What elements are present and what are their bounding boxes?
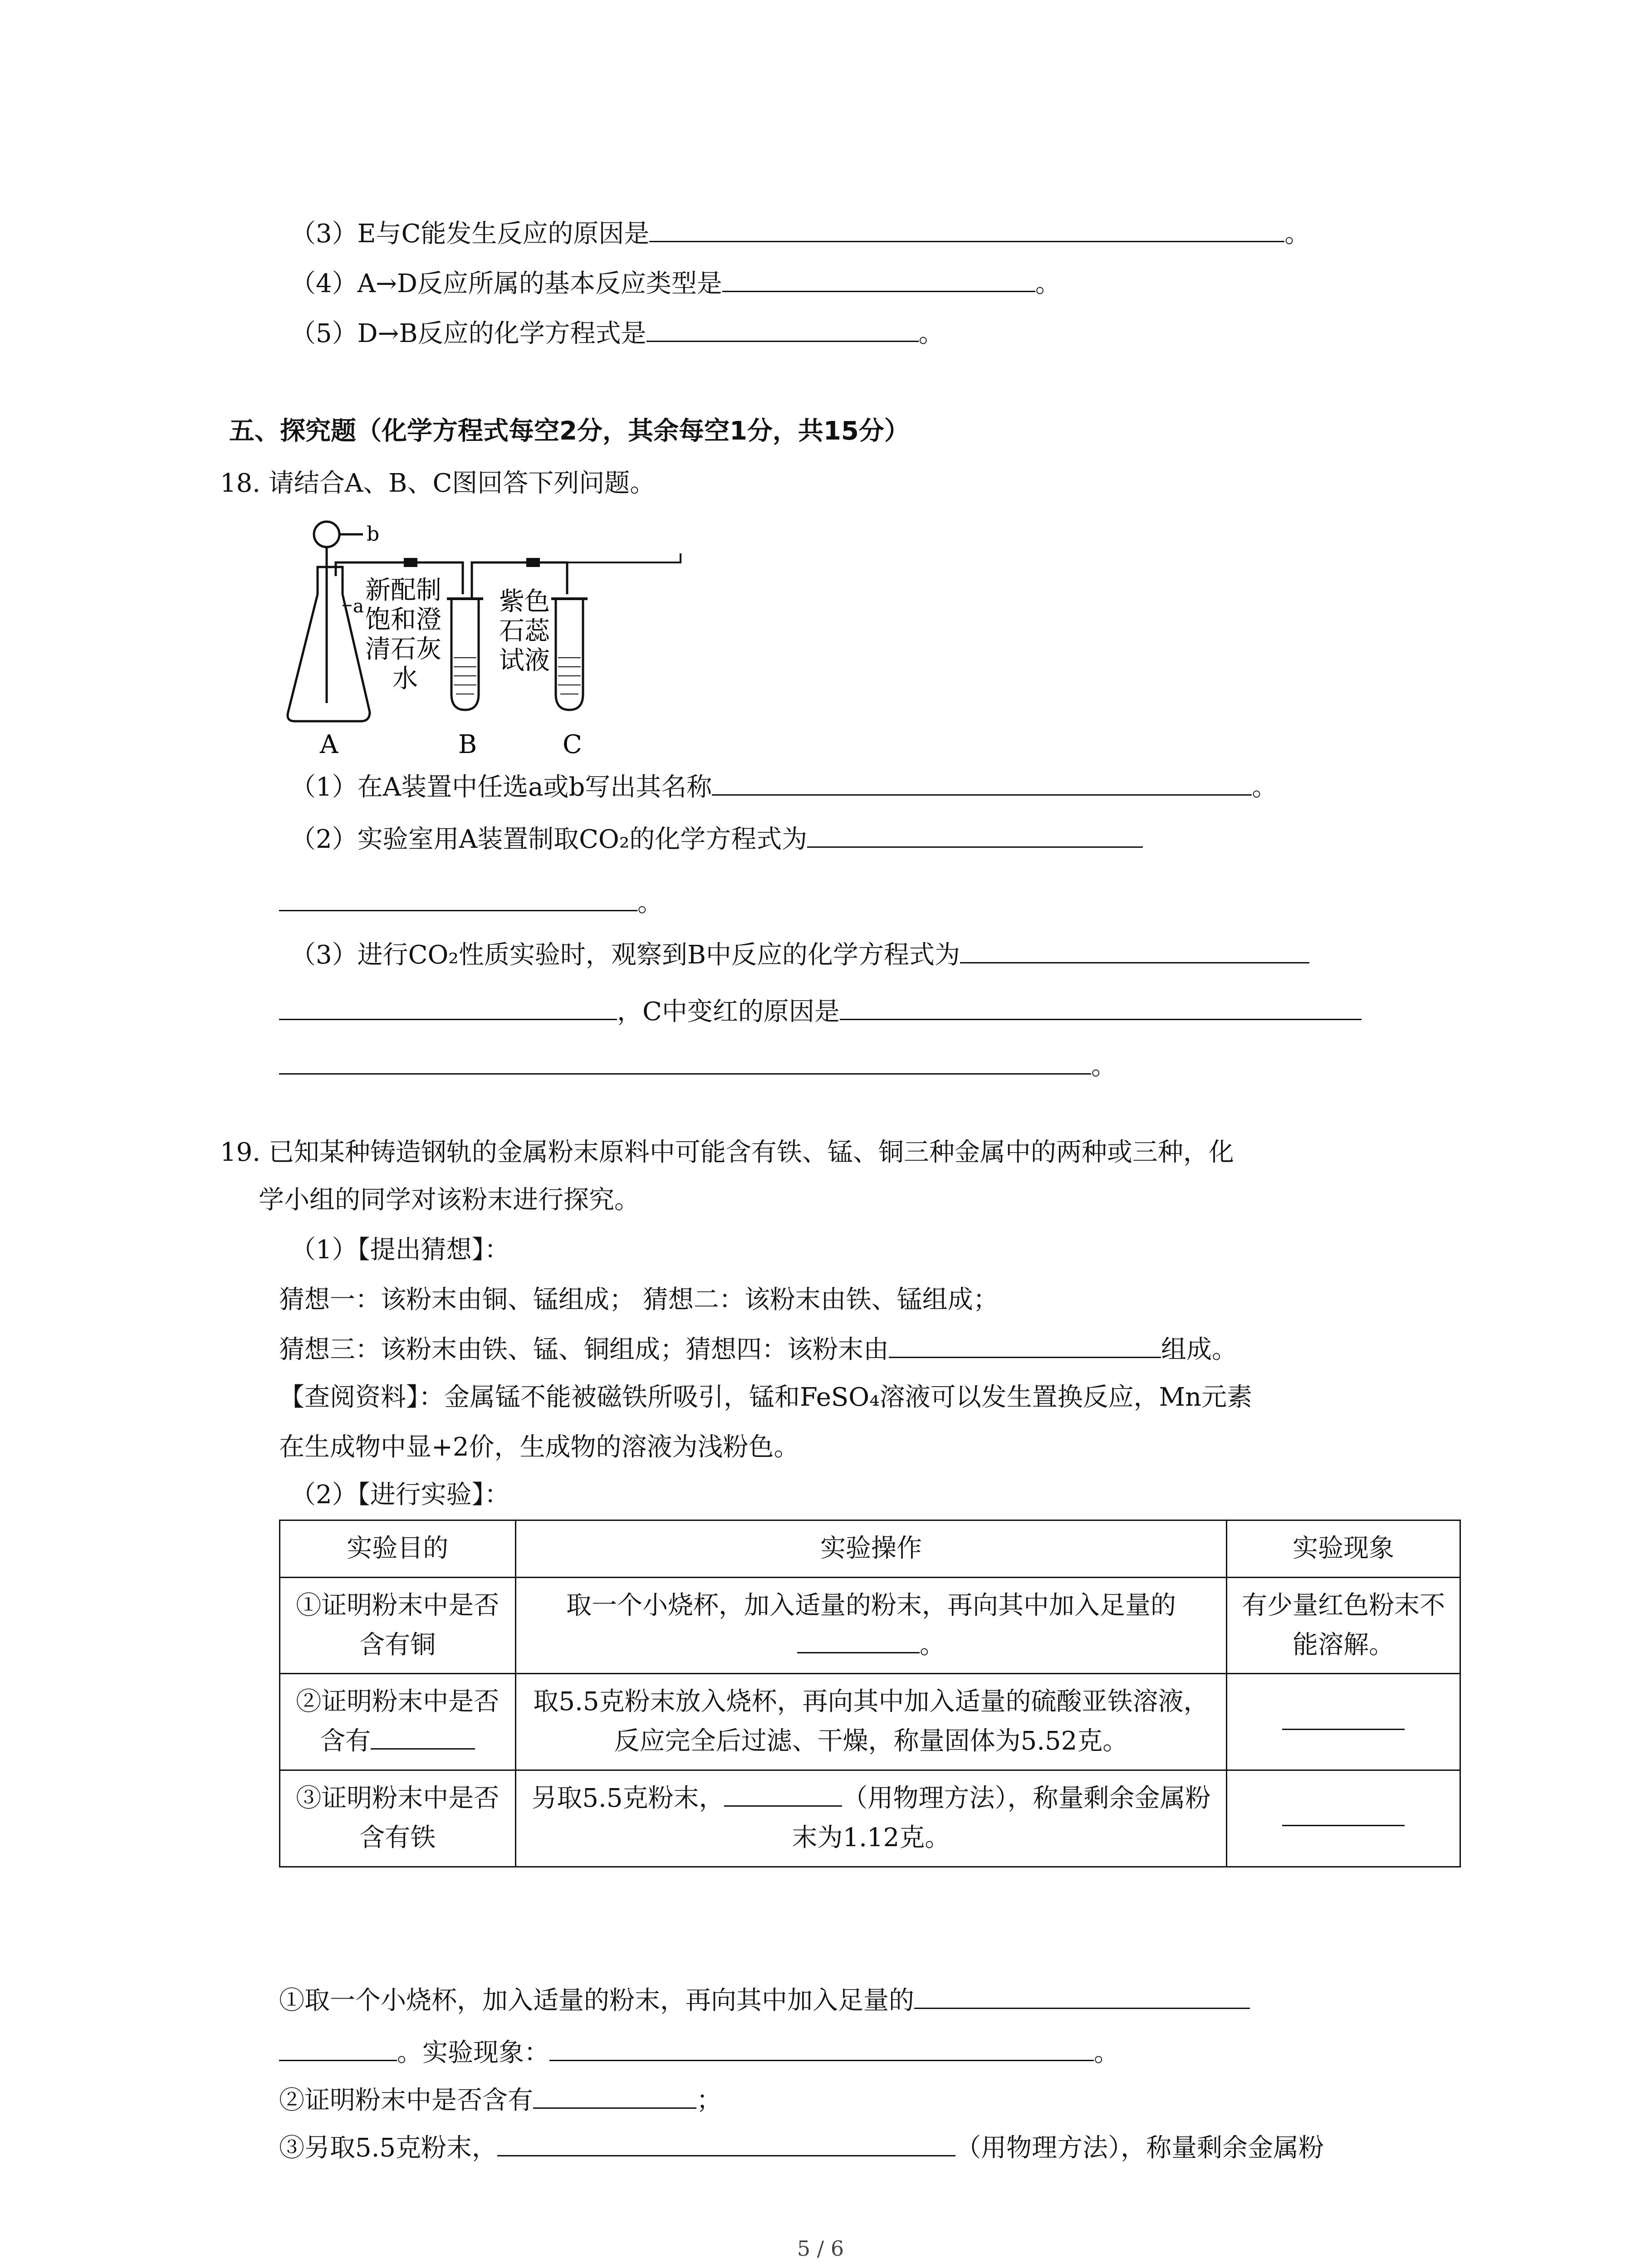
q18-part3-reason-blank-2[interactable] xyxy=(279,1051,1091,1075)
header-purpose: 实验目的 xyxy=(280,1520,516,1578)
q18-part2: （2）实验室用A装置制取CO₂的化学方程式为 xyxy=(290,823,1143,856)
q19-guess-3-4: 猜想三：该粉末由铁、锰、铜组成；猜想四：该粉末由 组成。 xyxy=(279,1335,1237,1364)
q18-part2-answer-blank-2[interactable] xyxy=(279,887,637,911)
page-number: 5 / 6 xyxy=(797,2236,844,2261)
header-operation: 实验操作 xyxy=(515,1520,1227,1578)
beaker-b-label-line4: 水 xyxy=(392,664,418,694)
row3-method-blank[interactable] xyxy=(724,1785,842,1807)
experiment-table xyxy=(279,1520,1461,1867)
q17-part3-answer-blank[interactable] xyxy=(649,218,1284,242)
q18-part3-answer-blank-2[interactable] xyxy=(279,996,617,1020)
q17-part5-text: （5）D→B反应的化学方程式是 xyxy=(290,319,647,348)
section-title: 五、探究题（化学方程式每空2分，其余每空1分，共15分） xyxy=(229,416,910,446)
q19-answer1-cont: 。实验现象： 。 xyxy=(279,2037,1119,2070)
q19-answer1-phenomenon-blank[interactable] xyxy=(549,2037,1094,2061)
row1-phenomenon: 有少量红色粉末不能溶解。 xyxy=(1227,1577,1460,1674)
q19-answer1: ①取一个小烧杯，加入适量的粉末，再向其中加入足量的 xyxy=(279,1984,1250,2018)
q18-part3: （3）进行CO₂性质实验时，观察到B中反应的化学方程式为 xyxy=(290,939,1309,972)
beaker-b-label-line3: 清石灰 xyxy=(365,635,441,664)
q19-guess4-blank[interactable] xyxy=(889,1334,1161,1358)
q17-part3-text: （3）E与C能发生反应的原因是 xyxy=(290,219,650,249)
caption-a: A xyxy=(320,730,338,759)
q17-part4: （4）A→D反应所属的基本反应类型是 。 xyxy=(290,269,1061,298)
q19-answer1-blank-2[interactable] xyxy=(279,2037,397,2061)
row3-phenomenon-blank[interactable] xyxy=(1282,1805,1405,1826)
row1-purpose: ①证明粉末中是否含有铜 xyxy=(280,1577,516,1674)
header-phenomenon: 实验现象 xyxy=(1227,1520,1460,1578)
q17-part4-text: （4）A→D反应所属的基本反应类型是 xyxy=(290,269,722,298)
beaker-c-label-line1: 紫色 xyxy=(499,587,550,616)
row3-phenomenon xyxy=(1227,1770,1460,1867)
row2-phenomenon-blank[interactable] xyxy=(1282,1709,1405,1730)
beaker-b-label-line1: 新配制 xyxy=(365,576,441,605)
q19-stem-line1: 19. 已知某种铸造钢轨的金属粉末原料中可能含有铁、锰、铜三种金属中的两种或三种，化 xyxy=(220,1138,1234,1167)
table-header-row xyxy=(280,1520,1460,1578)
label-b: b xyxy=(367,523,380,546)
q18-part1-answer-blank[interactable] xyxy=(712,772,1252,796)
q19-answer1-blank[interactable] xyxy=(914,1985,1250,2009)
q17-part5: （5）D→B反应的化学方程式是 。 xyxy=(290,319,944,348)
q18-part3-reason-blank[interactable] xyxy=(840,996,1362,1020)
table-row xyxy=(280,1770,1460,1867)
q18-part1: （1）在A装置中任选a或b写出其名称 。 xyxy=(290,772,1278,802)
q19-answer3-blank[interactable] xyxy=(497,2132,955,2156)
q19-guess-title: （1）【提出猜想】： xyxy=(290,1235,510,1265)
q19-info-line1: 【查阅资料】：金属锰不能被磁铁所吸引，锰和FeSO₄溶液可以发生置换反应，Mn元素 xyxy=(279,1383,1253,1412)
table-row xyxy=(280,1674,1460,1770)
q17-part4-answer-blank[interactable] xyxy=(722,268,1035,292)
q18-stem: 18. 请结合A、B、C图回答下列问题。 xyxy=(220,469,656,498)
caption-c: C xyxy=(563,730,582,759)
beaker-c-label-line3: 试液 xyxy=(499,646,550,675)
q18-part3-cont: ，C中变红的原因是 xyxy=(279,996,1362,1029)
q19-answer2-blank[interactable] xyxy=(533,2085,696,2109)
row3-purpose: ③证明粉末中是否含有铁 xyxy=(280,1770,516,1867)
q17-part3: （3）E与C能发生反应的原因是 。 xyxy=(290,219,1310,249)
q19-stem-line2: 学小组的同学对该粉末进行探究。 xyxy=(259,1185,640,1215)
table-row xyxy=(280,1577,1460,1674)
beaker-c-label-line2: 石蕊 xyxy=(499,616,550,646)
q19-answer2: ②证明粉末中是否含有 ； xyxy=(279,2086,722,2115)
q18-part3-answer-blank[interactable] xyxy=(960,939,1309,963)
q19-guess-1-2: 猜想一：该粉末由铜、锰组成； 猜想二：该粉末由铁、锰组成； xyxy=(279,1285,999,1315)
q18-part2-cont: 。 xyxy=(279,887,663,920)
q19-info-line2: 在生成物中显+2价，生成物的溶液为浅粉色。 xyxy=(279,1432,799,1462)
caption-b: B xyxy=(458,730,477,759)
lab-apparatus-figure xyxy=(272,508,690,762)
row2-metal-blank[interactable] xyxy=(371,1728,475,1750)
row2-purpose: ②证明粉末中是否含有 xyxy=(280,1674,516,1770)
q17-part5-answer-blank[interactable] xyxy=(647,318,919,342)
q18-part3-cont2: 。 xyxy=(279,1050,1117,1083)
q18-part2-answer-blank[interactable] xyxy=(807,824,1143,848)
beaker-b-label-line2: 饱和澄 xyxy=(365,605,441,635)
row2-phenomenon xyxy=(1227,1674,1460,1770)
label-a: a xyxy=(353,596,364,617)
q19-answer3: ③另取5.5克粉末， （用物理方法），称量剩余金属粉 xyxy=(279,2133,1324,2163)
row1-reagent-blank[interactable] xyxy=(797,1632,920,1653)
row1-operation: 取一个小烧杯，加入适量的粉末，再向其中加入足量的。 xyxy=(515,1577,1227,1674)
row3-operation: 另取5.5克粉末， （用物理方法），称量剩余金属粉末为1.12克。 xyxy=(515,1770,1227,1867)
q19-experiment-title: （2）【进行实验】： xyxy=(290,1480,510,1510)
row2-operation: 取5.5克粉末放入烧杯，再向其中加入适量的硫酸亚铁溶液，反应完全后过滤、干燥，称量固体为5.52克。 xyxy=(515,1674,1227,1770)
